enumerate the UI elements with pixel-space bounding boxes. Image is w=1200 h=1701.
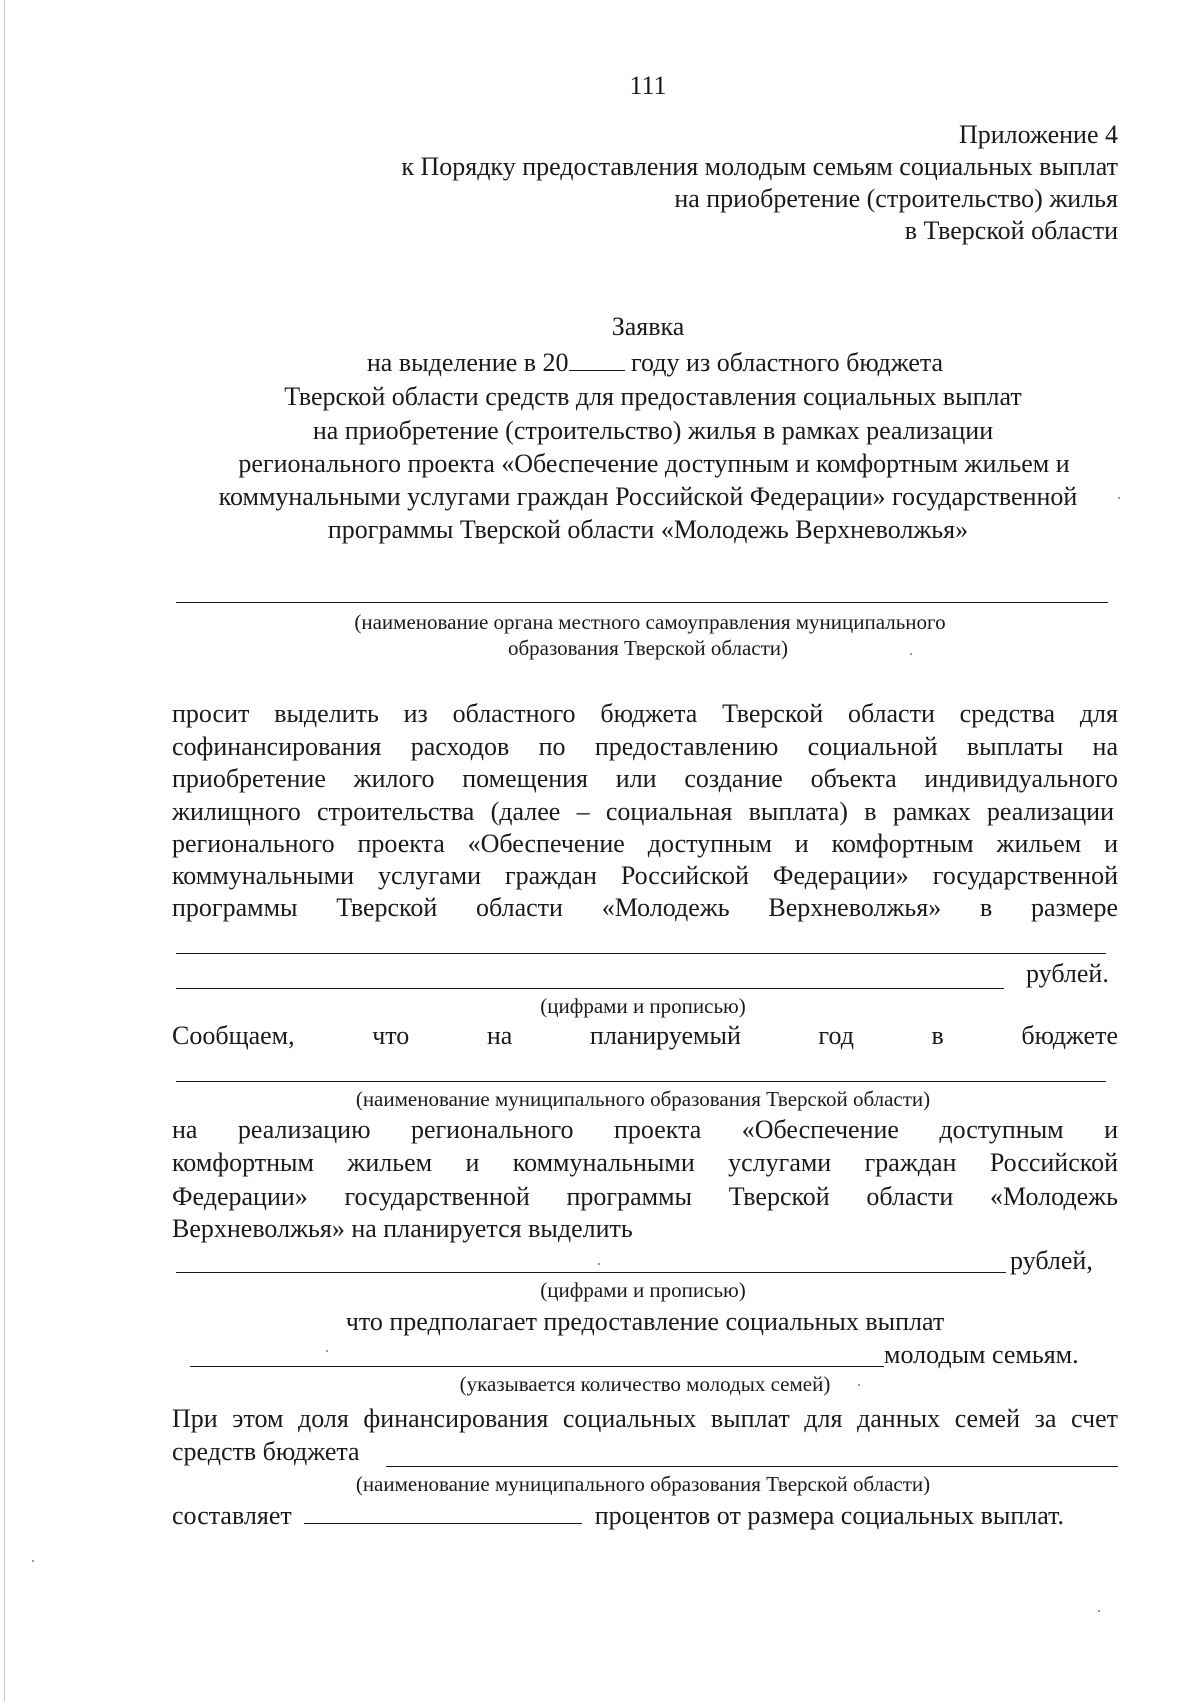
- scan-speck: [598, 1263, 600, 1265]
- request-line-2: Тверской области средств для предоставления социальных выплат: [284, 382, 1022, 411]
- body1-line-4: жилищного строительства (далее – социальная выплата) в рамках реализации: [172, 797, 1114, 826]
- rubles-label-1: рублей.: [1026, 959, 1109, 988]
- request-title: Заявка: [611, 312, 685, 341]
- request-line-3: на приобретение (строительство) жилья в рамках реализации: [312, 416, 994, 445]
- municipality-blank-2[interactable]: [386, 1466, 1118, 1467]
- appendix-title: Приложение 4: [958, 120, 1118, 149]
- percent-blank[interactable]: [304, 1501, 582, 1524]
- municipality-caption-1: (наименование муниципального образования Тверской области): [355, 1087, 931, 1111]
- request-line-4: регионального проекта «Обеспечение доступным и комфортным жильем и: [238, 449, 1070, 478]
- year-blank[interactable]: [569, 348, 625, 371]
- rubles-label-2: рублей,: [1010, 1246, 1093, 1275]
- report-line: Сообщаем, что на планируемый год в бюджете: [172, 1021, 1118, 1050]
- body2-line-4: Верхневолжья» на планируется выделить: [172, 1214, 633, 1243]
- request-line-6: программы Тверской области «Молодежь Верхневолжья»: [327, 515, 969, 544]
- amount-blank-1[interactable]: [176, 953, 1106, 954]
- appendix-line-2: на приобретение (строительство) жилья: [674, 184, 1118, 213]
- scan-edge-line: [4, 0, 5, 1701]
- scan-speck: [1118, 497, 1120, 499]
- scan-speck: [1098, 1610, 1100, 1612]
- body1-line-3: приобретение жилого помещения или создание объекта индивидуального: [172, 764, 1118, 793]
- final-line: [172, 1500, 1064, 1532]
- amount-caption-1: (цифрами и прописью): [540, 994, 746, 1018]
- appendix-line-3: в Тверской области: [904, 216, 1118, 245]
- body1-line-7: программы Тверской области «Молодежь Верхневолжья» в размере: [172, 893, 1118, 922]
- org-name-blank[interactable]: [176, 602, 1108, 603]
- body2-line-1: на реализацию регионального проекта «Обеспечение доступным и: [172, 1115, 1118, 1144]
- request-line-1: [0, 347, 1200, 379]
- share-line-1: При этом доля финансирования социальных выплат для данных семей за счет: [172, 1404, 1118, 1433]
- body2-line-3: Федерации» государственной программы Тверской области «Молодежь: [172, 1182, 1118, 1211]
- amount-blank-2[interactable]: [176, 988, 1004, 989]
- assumption-line: что предполагает предоставление социальных выплат: [345, 1307, 945, 1336]
- body2-line-2: комфортным жильем и коммунальными услугами граждан Российской: [172, 1148, 1118, 1177]
- municipality-caption-2: (наименование муниципального образования Тверской области): [355, 1472, 931, 1496]
- municipality-blank-1[interactable]: [176, 1081, 1106, 1082]
- org-caption-line-2: образования Тверской области): [507, 636, 789, 660]
- scan-speck: [326, 1350, 328, 1352]
- share-line-2: средств бюджета: [172, 1437, 360, 1466]
- request-line-5: коммунальными услугами граждан Российской Федерации» государственной: [218, 482, 1078, 511]
- families-count-blank[interactable]: [190, 1366, 884, 1367]
- body1-line-6: коммунальными услугами граждан Российской Федерации» государственной: [172, 861, 1118, 890]
- body1-line-2: софинансирования расходов по предоставлению социальной выплаты на: [172, 732, 1118, 761]
- request-line-1-before: на выделение в 20: [366, 348, 569, 377]
- amount-blank-3[interactable]: [176, 1272, 1006, 1273]
- body1-line-1: просит выделить из областного бюджета Тверской области средства для: [172, 699, 1118, 728]
- scan-speck: [910, 653, 912, 655]
- families-caption: (указывается количество молодых семей): [459, 1372, 831, 1396]
- scan-speck: [32, 1560, 34, 1562]
- page-number: 111: [629, 71, 667, 100]
- request-line-1-after: году из областного бюджета: [631, 348, 944, 377]
- appendix-line-1: к Порядку предоставления молодым семьям социальных выплат: [401, 152, 1118, 181]
- scan-speck: [858, 1384, 860, 1386]
- final-after: процентов от размера социальных выплат.: [594, 1501, 1065, 1530]
- org-caption-line-1: (наименование органа местного самоуправления муниципального: [354, 610, 946, 634]
- body1-line-5: регионального проекта «Обеспечение доступным и комфортным жильем и: [172, 829, 1118, 858]
- amount-caption-2: (цифрами и прописью): [540, 1278, 746, 1302]
- families-label: молодым семьям.: [884, 1340, 1079, 1369]
- final-before: составляет: [172, 1501, 292, 1530]
